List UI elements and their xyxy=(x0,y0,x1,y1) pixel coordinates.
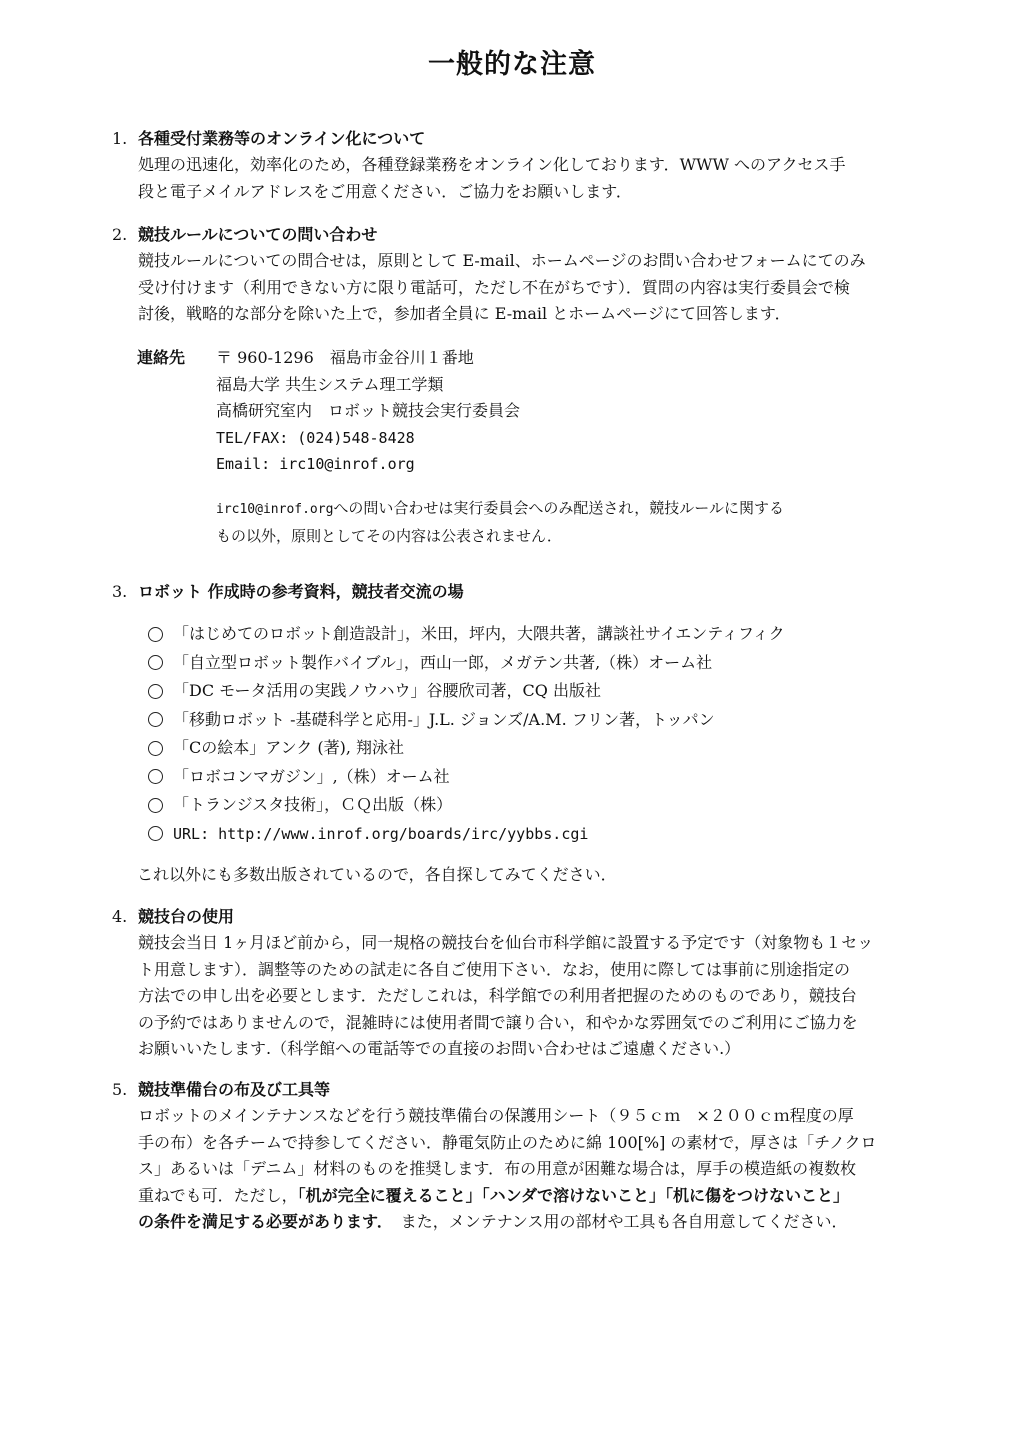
body-line: ス」あるいは「デニム」材料のものを推奨します．布の用意が困難な場合は，厚手の模造紙の複数枚 xyxy=(138,1159,857,1178)
section-number: 2. xyxy=(112,225,128,244)
body-line: 競技会当日 1ヶ月ほど前から，同一規格の競技台を仙台市科学館に設置する予定です（対象物も１セッ xyxy=(138,933,874,952)
body-line: 手の布）を各チームで持参してください．静電気防止のために綿 100[%] の素材で，厚さは「チノクロ xyxy=(138,1132,877,1152)
section-1 xyxy=(112,126,952,205)
section-heading xyxy=(112,1077,952,1103)
body-line: 処理の迅速化，効率化のため，各種登録業務をオンライン化しております．WWW へのアクセス手 xyxy=(138,155,846,174)
section-number: 1. xyxy=(112,129,128,148)
reference-item xyxy=(148,734,785,763)
contact-label: 連絡先 xyxy=(137,348,186,367)
section-number: 4. xyxy=(112,907,128,926)
section-title: 各種受付業務等のオンライン化について xyxy=(138,129,426,148)
contact-note-email[interactable]: irc10@inrof.org xyxy=(216,502,334,517)
reference-list xyxy=(148,620,785,848)
body-line: 競技ルールについての問合せは，原則として E-mail、ホームページのお問い合わせフォームにてのみ xyxy=(138,251,866,270)
contact-details xyxy=(216,345,520,478)
body-line: 方法での申し出を必要とします．ただしこれは，科学館での利用者把握のためのものであり，競技台 xyxy=(138,986,857,1005)
section-body xyxy=(138,248,952,328)
body-line: 討後，戦略的な部分を除いた上で，参加者全員に E-mail とホームページにて回答します． xyxy=(138,304,791,323)
contact-university: 福島大学 共生システム理工学類 xyxy=(216,374,444,394)
contact-note xyxy=(216,495,784,549)
reference-text: 「ロボコンマガジン」,（株）オーム社 xyxy=(173,766,450,786)
reference-item xyxy=(148,763,785,792)
section-5 xyxy=(112,1077,952,1236)
body-line: ロボットのメインテナンスなどを行う競技準備台の保護用シート（９５ｃｍ ×２００ｃｍ程度の厚 xyxy=(138,1106,854,1125)
body-line xyxy=(138,1183,952,1210)
section-body xyxy=(138,152,952,205)
circle-bullet-icon xyxy=(148,798,163,813)
section-body xyxy=(138,930,952,1063)
reference-item xyxy=(148,706,785,735)
body-line: の予約ではありませんので，混雑時には使用者間で譲り合い，和やかな雰囲気でのご利用にご協力を xyxy=(138,1012,858,1032)
reference-item xyxy=(148,620,785,649)
body-line: 段と電子メイルアドレスをご用意ください．ご協力をお願いします． xyxy=(138,181,632,201)
circle-bullet-icon xyxy=(148,769,163,784)
reference-item xyxy=(148,791,785,820)
body-line xyxy=(138,1209,952,1236)
reference-url-link[interactable]: URL: http://www.inrof.org/boards/irc/yybbs.cgi xyxy=(173,824,589,843)
body-line: お願いいたします.（科学館への電話等での直接のお問い合わせはご遠慮ください.） xyxy=(138,1039,741,1058)
section-title: 競技準備台の布及び工具等 xyxy=(138,1080,331,1099)
reference-item xyxy=(148,820,785,849)
conditions-emphasis: の条件を満足する必要があります． xyxy=(138,1212,385,1231)
circle-bullet-icon xyxy=(148,627,163,642)
reference-item xyxy=(148,649,785,678)
page-title: 一般的な注意 xyxy=(428,49,596,80)
body-text-plain: 重ねでも可．ただし， xyxy=(138,1185,298,1205)
contact-postal-address: 〒 960-1296 福島市金谷川１番地 xyxy=(216,348,474,367)
reference-item xyxy=(148,677,785,706)
section-4 xyxy=(112,904,952,1063)
body-line: 受け付けます（利用できない方に限り電話可，ただし不在がちです）．質問の内容は実行委員会で検 xyxy=(138,277,850,297)
section-title: 競技ルールについての問い合わせ xyxy=(138,225,378,244)
section-2 xyxy=(112,222,952,328)
circle-bullet-icon xyxy=(148,655,163,670)
section-title: 競技台の使用 xyxy=(138,907,235,926)
circle-bullet-icon xyxy=(148,741,163,756)
reference-text: 「はじめてのロボット創造設計」，米田，坪内，大隈共著，講談社サイエンティフィク xyxy=(173,624,785,643)
reference-text: 「自立型ロボット製作バイブル」，西山一郎，メガテン共著,（株）オーム社 xyxy=(173,652,713,672)
reference-text: 「DC モータ活用の実践ノウハウ」谷腰欣司著，CQ 出版社 xyxy=(173,681,601,700)
section-heading xyxy=(112,222,952,248)
contact-email[interactable]: Email: irc10@inrof.org xyxy=(216,455,415,473)
section-body xyxy=(138,1103,952,1236)
section-number: 5. xyxy=(112,1080,128,1099)
conditions-emphasis: 「机が完全に覆えること」「ハンダで溶けないこと」「机に傷をつけないこと」 xyxy=(297,1185,849,1205)
contact-note-text: もの以外，原則としてその内容は公表されません． xyxy=(216,527,562,545)
references-note: これ以外にも多数出版されているので，各自探してみてください． xyxy=(137,865,617,884)
circle-bullet-icon xyxy=(148,826,163,841)
contact-tel-fax: TEL/FAX: (024)548-8428 xyxy=(216,428,415,447)
section-heading xyxy=(112,126,952,152)
section-number: 3. xyxy=(112,582,128,601)
section-3 xyxy=(112,579,952,605)
body-text-plain: また，メンテナンス用の部材や工具も各自用意してください． xyxy=(384,1212,848,1231)
contact-note-text: への問い合わせは実行委員会へのみ配送され，競技ルールに関する xyxy=(333,499,785,517)
body-line: ト用意します）．調整等のための試走に各自ご使用下さい．なお，使用に際しては事前に別途指定の xyxy=(138,959,851,979)
circle-bullet-icon xyxy=(148,712,163,727)
contact-office: 高橋研究室内 ロボット競技会実行委員会 xyxy=(216,401,521,420)
reference-text: 「Cの絵本」アンク (著), 翔泳社 xyxy=(173,738,405,757)
circle-bullet-icon xyxy=(148,684,163,699)
section-heading xyxy=(112,904,952,930)
reference-text: 「トランジスタ技術」，ＣＱ出版（株） xyxy=(173,795,453,814)
section-heading xyxy=(112,579,952,605)
reference-text: 「移動ロボット -基礎科学と応用-」J.L. ジョンズ/A.M. フリン著，トッパン xyxy=(173,709,715,729)
section-title: ロボット 作成時の参考資料，競技者交流の場 xyxy=(138,582,464,601)
